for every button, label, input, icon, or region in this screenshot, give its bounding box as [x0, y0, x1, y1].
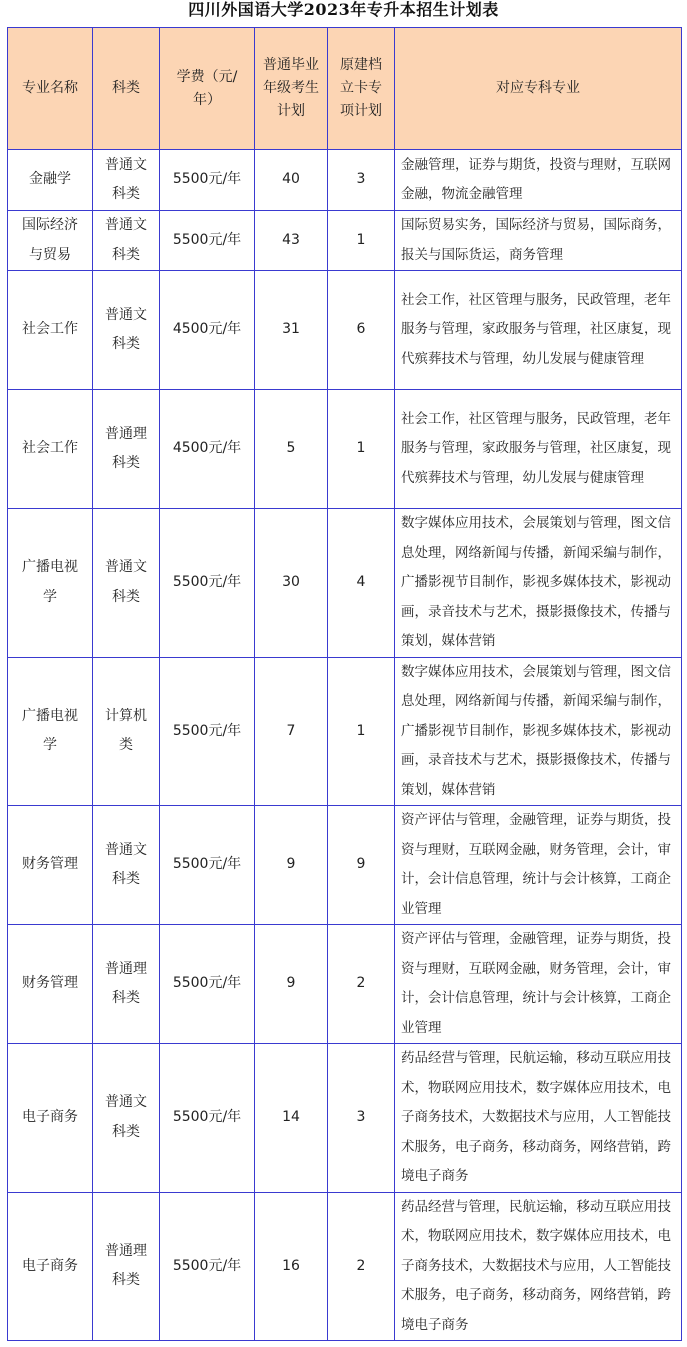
page-title: 四川外国语大学2023年专升本招生计划表: [188, 0, 499, 19]
cell-related-majors: 资产评估与管理，金融管理，证券与期货，投资与理财，互联网金融，财务管理，会计，审计，会计信息管理，统计与会计核算，工商企业管理: [395, 925, 682, 1044]
cell-general-plan: 43: [255, 211, 328, 271]
cell-category: 普通文科类: [93, 1044, 160, 1193]
cell-related-majors: 社会工作，社区管理与服务，民政管理，老年服务与管理，家政服务与管理，社区康复，现代殡葬技术与管理，幼儿发展与健康管理: [395, 271, 682, 390]
header-major: 专业名称: [8, 28, 93, 150]
cell-related-majors: 数字媒体应用技术，会展策划与管理，图文信息处理，网络新闻与传播，新闻采编与制作，广播影视节目制作，影视多媒体技术，影视动画，录音技术与艺术，摄影摄像技术，传播与策划，媒体营销: [395, 509, 682, 658]
cell-related-majors: 药品经营与管理，民航运输，移动互联应用技术，物联网应用技术，数字媒体应用技术，电子商务技术，大数据技术与应用，人工智能技术服务，电子商务，移动商务，网络营销，跨境电子商务: [395, 1192, 682, 1341]
cell-general-plan: 14: [255, 1044, 328, 1193]
cell-major: 电子商务: [8, 1044, 93, 1193]
cell-archive-plan: 2: [328, 925, 395, 1044]
cell-archive-plan: 9: [328, 806, 395, 925]
cell-fee: 5500元/年: [160, 1044, 255, 1193]
table-header-row: [8, 28, 682, 150]
cell-category: 普通理科类: [93, 390, 160, 509]
cell-major: 财务管理: [8, 925, 93, 1044]
cell-fee: 4500元/年: [160, 271, 255, 390]
cell-category: 普通理科类: [93, 1192, 160, 1341]
cell-fee: 5500元/年: [160, 211, 255, 271]
header-fee: 学费（元/年）: [160, 28, 255, 150]
cell-general-plan: 7: [255, 657, 328, 806]
cell-related-majors: 金融管理，证券与期货，投资与理财，互联网金融，物流金融管理: [395, 150, 682, 211]
cell-general-plan: 16: [255, 1192, 328, 1341]
table-row: [8, 271, 682, 390]
cell-fee: 5500元/年: [160, 657, 255, 806]
cell-category: 计算机类: [93, 657, 160, 806]
cell-fee: 5500元/年: [160, 150, 255, 211]
cell-fee: 5500元/年: [160, 925, 255, 1044]
cell-major: 社会工作: [8, 390, 93, 509]
cell-fee: 4500元/年: [160, 390, 255, 509]
cell-archive-plan: 1: [328, 657, 395, 806]
header-category: 科类: [93, 28, 160, 150]
cell-category: 普通文科类: [93, 271, 160, 390]
cell-archive-plan: 4: [328, 509, 395, 658]
cell-related-majors: 国际贸易实务，国际经济与贸易，国际商务，报关与国际货运，商务管理: [395, 211, 682, 271]
cell-general-plan: 9: [255, 925, 328, 1044]
cell-general-plan: 31: [255, 271, 328, 390]
cell-archive-plan: 1: [328, 390, 395, 509]
table-row: [8, 925, 682, 1044]
cell-major: 社会工作: [8, 271, 93, 390]
cell-archive-plan: 2: [328, 1192, 395, 1341]
cell-archive-plan: 1: [328, 211, 395, 271]
table-row: [8, 806, 682, 925]
header-related-majors: 对应专科专业: [395, 28, 682, 150]
header-archive-plan: 原建档立卡专项计划: [328, 28, 395, 150]
cell-major: 金融学: [8, 150, 93, 211]
cell-major: 广播电视学: [8, 657, 93, 806]
cell-fee: 5500元/年: [160, 509, 255, 658]
cell-general-plan: 40: [255, 150, 328, 211]
cell-related-majors: 药品经营与管理，民航运输，移动互联应用技术，物联网应用技术，数字媒体应用技术，电子商务技术，大数据技术与应用，人工智能技术服务，电子商务，移动商务，网络营销，跨境电子商务: [395, 1044, 682, 1193]
cell-category: 普通文科类: [93, 211, 160, 271]
cell-category: 普通理科类: [93, 925, 160, 1044]
table-row: [8, 1192, 682, 1341]
cell-fee: 5500元/年: [160, 806, 255, 925]
table-row: [8, 390, 682, 509]
cell-related-majors: 社会工作，社区管理与服务，民政管理，老年服务与管理，家政服务与管理，社区康复，现代殡葬技术与管理，幼儿发展与健康管理: [395, 390, 682, 509]
cell-major: 国际经济与贸易: [8, 211, 93, 271]
enrollment-plan-table: [7, 27, 682, 1341]
cell-archive-plan: 3: [328, 1044, 395, 1193]
table-row: [8, 1044, 682, 1193]
cell-major: 电子商务: [8, 1192, 93, 1341]
cell-category: 普通文科类: [93, 150, 160, 211]
cell-category: 普通文科类: [93, 509, 160, 658]
cell-general-plan: 30: [255, 509, 328, 658]
table-row: [8, 150, 682, 211]
cell-archive-plan: 3: [328, 150, 395, 211]
cell-fee: 5500元/年: [160, 1192, 255, 1341]
cell-related-majors: 资产评估与管理，金融管理，证券与期货，投资与理财，互联网金融，财务管理，会计，审计，会计信息管理，统计与会计核算，工商企业管理: [395, 806, 682, 925]
cell-major: 财务管理: [8, 806, 93, 925]
header-general-plan: 普通毕业年级考生计划: [255, 28, 328, 150]
table-row: [8, 509, 682, 658]
table-row: [8, 211, 682, 271]
cell-general-plan: 9: [255, 806, 328, 925]
cell-archive-plan: 6: [328, 271, 395, 390]
table-row: [8, 657, 682, 806]
cell-category: 普通文科类: [93, 806, 160, 925]
cell-general-plan: 5: [255, 390, 328, 509]
cell-major: 广播电视学: [8, 509, 93, 658]
cell-related-majors: 数字媒体应用技术，会展策划与管理，图文信息处理，网络新闻与传播，新闻采编与制作，广播影视节目制作，影视多媒体技术，影视动画，录音技术与艺术，摄影摄像技术，传播与策划，媒体营销: [395, 657, 682, 806]
